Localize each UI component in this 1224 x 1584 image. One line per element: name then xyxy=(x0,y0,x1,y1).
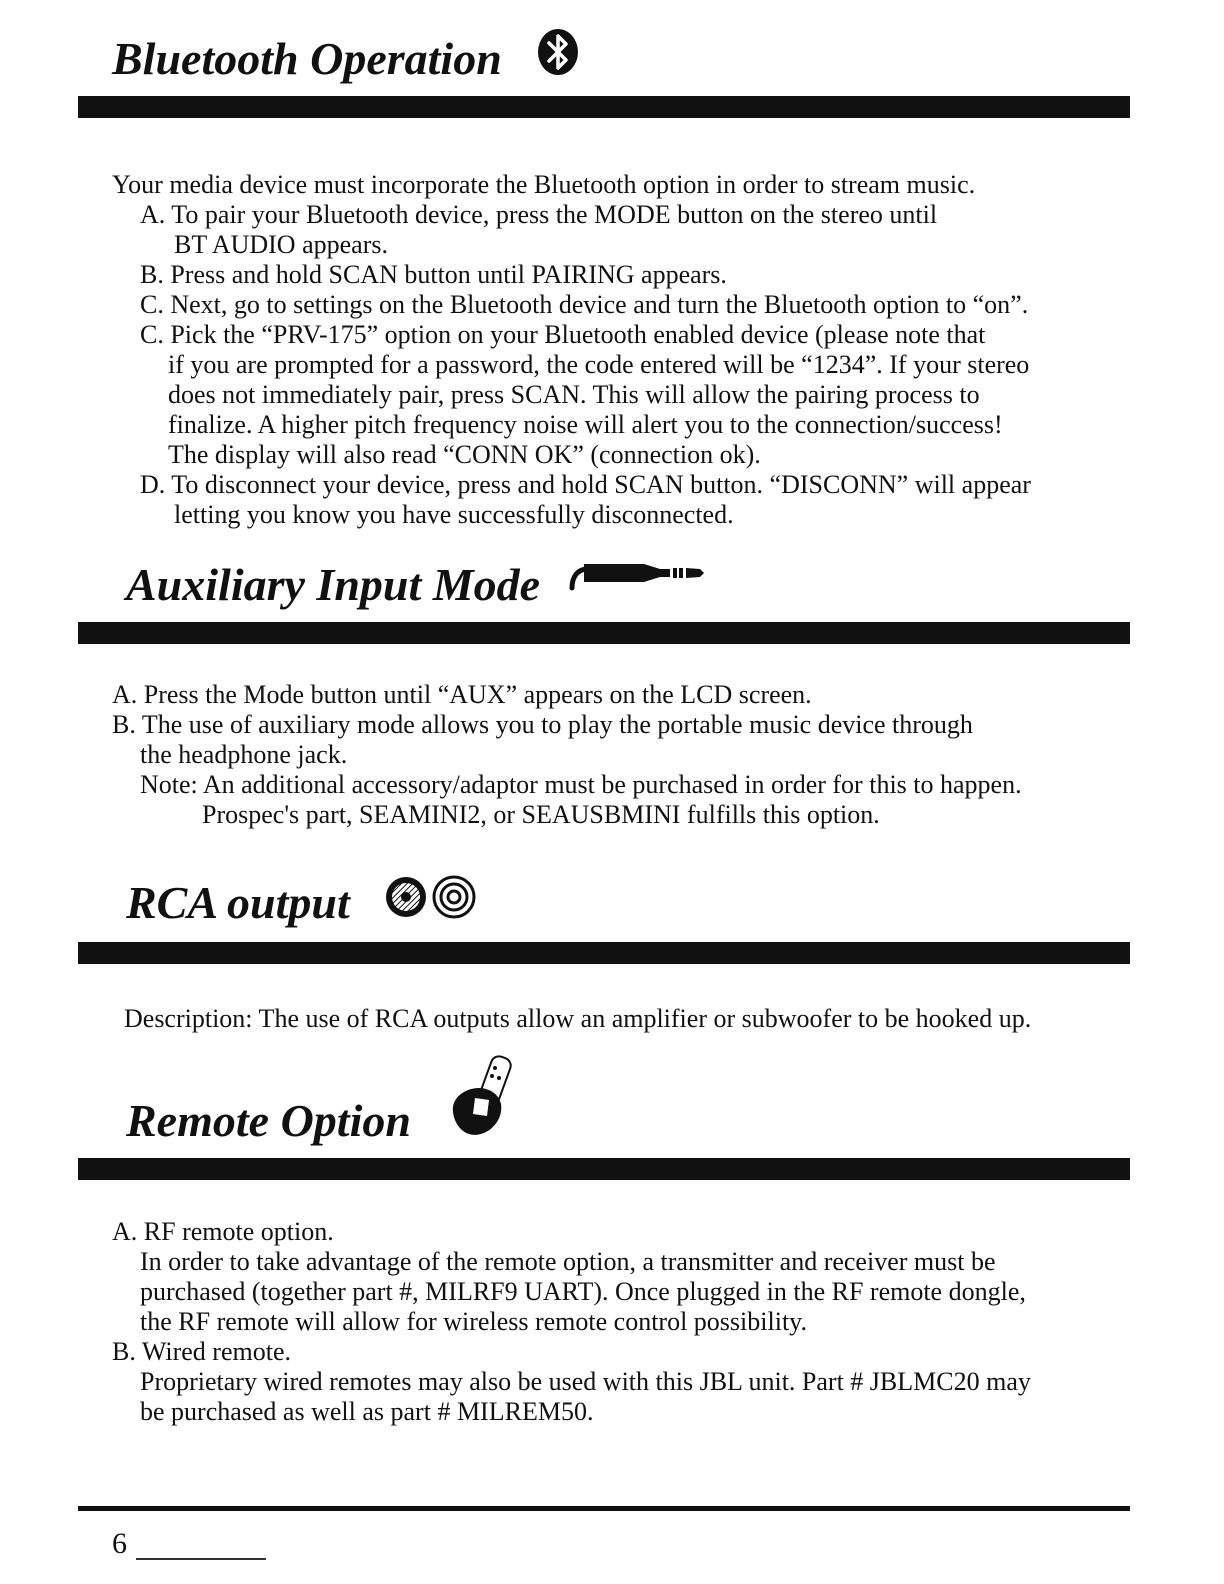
page-number-underline xyxy=(136,1558,266,1560)
section-divider xyxy=(78,942,1130,964)
instruction-line: be purchased as well as part # MILREM50. xyxy=(140,1397,594,1426)
aux-title-text: Auxiliary Input Mode xyxy=(126,559,541,610)
section-divider xyxy=(78,622,1130,644)
instruction-line: BT AUDIO appears. xyxy=(174,230,388,259)
instruction-line: finalize. A higher pitch frequency noise will alert you to the connection/success! xyxy=(168,410,1003,439)
section-title-rca xyxy=(126,877,482,928)
instruction-line: A. RF remote option. xyxy=(112,1217,334,1246)
rca-title-text: RCA output xyxy=(126,877,350,928)
instruction-line: the RF remote will allow for wireless remote control possibility. xyxy=(140,1307,807,1336)
section-divider xyxy=(78,96,1130,118)
audio-plug-icon xyxy=(568,554,708,600)
rca-description-text: Description: The use of RCA outputs allow an amplifier or subwoofer to be hooked up. xyxy=(124,1004,1032,1033)
rca-description xyxy=(124,1004,1031,1034)
instruction-line: B. The use of auxiliary mode allows you to play the portable music device through xyxy=(112,710,973,739)
instruction-line: B. Press and hold SCAN button until PAIRING appears. xyxy=(140,260,727,289)
note-line: Note: An additional accessory/adaptor must be purchased in order for this to happen. xyxy=(140,770,1022,799)
instruction-line: does not immediately pair, press SCAN. This will allow the pairing process to xyxy=(168,380,980,409)
footer-divider xyxy=(78,1506,1130,1511)
aux-instructions xyxy=(112,680,1022,830)
instruction-line: C. Pick the “PRV-175” option on your Bluetooth enabled device (please note that xyxy=(140,320,986,349)
instruction-line: B. Wired remote. xyxy=(112,1337,291,1366)
instruction-line: A. To pair your Bluetooth device, press the MODE button on the stereo until xyxy=(140,200,938,229)
remote-title-text: Remote Option xyxy=(126,1095,411,1146)
section-divider xyxy=(78,1158,1130,1180)
section-title-aux xyxy=(126,559,708,610)
rca-jacks-icon xyxy=(382,874,482,928)
instruction-line: The display will also read “CONN OK” (connection ok). xyxy=(168,440,761,469)
note-line: Prospec's part, SEAMINI2, or SEAUSBMINI fulfills this option. xyxy=(202,800,880,829)
bluetooth-title-text: Bluetooth Operation xyxy=(112,33,502,84)
remote-instructions xyxy=(112,1217,1031,1427)
instruction-line: D. To disconnect your device, press and hold SCAN button. “DISCONN” will appear xyxy=(140,470,1031,499)
instruction-line: In order to take advantage of the remote option, a transmitter and receiver must be xyxy=(140,1247,996,1276)
section-title-bluetooth xyxy=(112,33,580,84)
bluetooth-icon xyxy=(536,28,580,84)
instruction-line: letting you know you have successfully disconnected. xyxy=(174,500,734,529)
page-number: 6 xyxy=(112,1527,127,1560)
instruction-line: A. Press the Mode button until “AUX” appears on the LCD screen. xyxy=(112,680,812,709)
bluetooth-intro: Your media device must incorporate the Bluetooth option in order to stream music. xyxy=(112,170,976,199)
instruction-line: Proprietary wired remotes may also be used with this JBL unit. Part # JBLMC20 may xyxy=(140,1367,1031,1396)
instruction-line: the headphone jack. xyxy=(140,740,348,769)
bluetooth-instructions xyxy=(112,170,1031,530)
instruction-line: purchased (together part #, MILRF9 UART). Once plugged in the RF remote dongle, xyxy=(140,1277,1026,1306)
instruction-line: if you are prompted for a password, the code entered will be “1234”. If your stereo xyxy=(168,350,1030,379)
instruction-line: C. Next, go to settings on the Bluetooth device and turn the Bluetooth option to “on”. xyxy=(140,290,1029,319)
section-title-remote xyxy=(126,1095,525,1146)
remote-control-icon xyxy=(445,1054,525,1146)
